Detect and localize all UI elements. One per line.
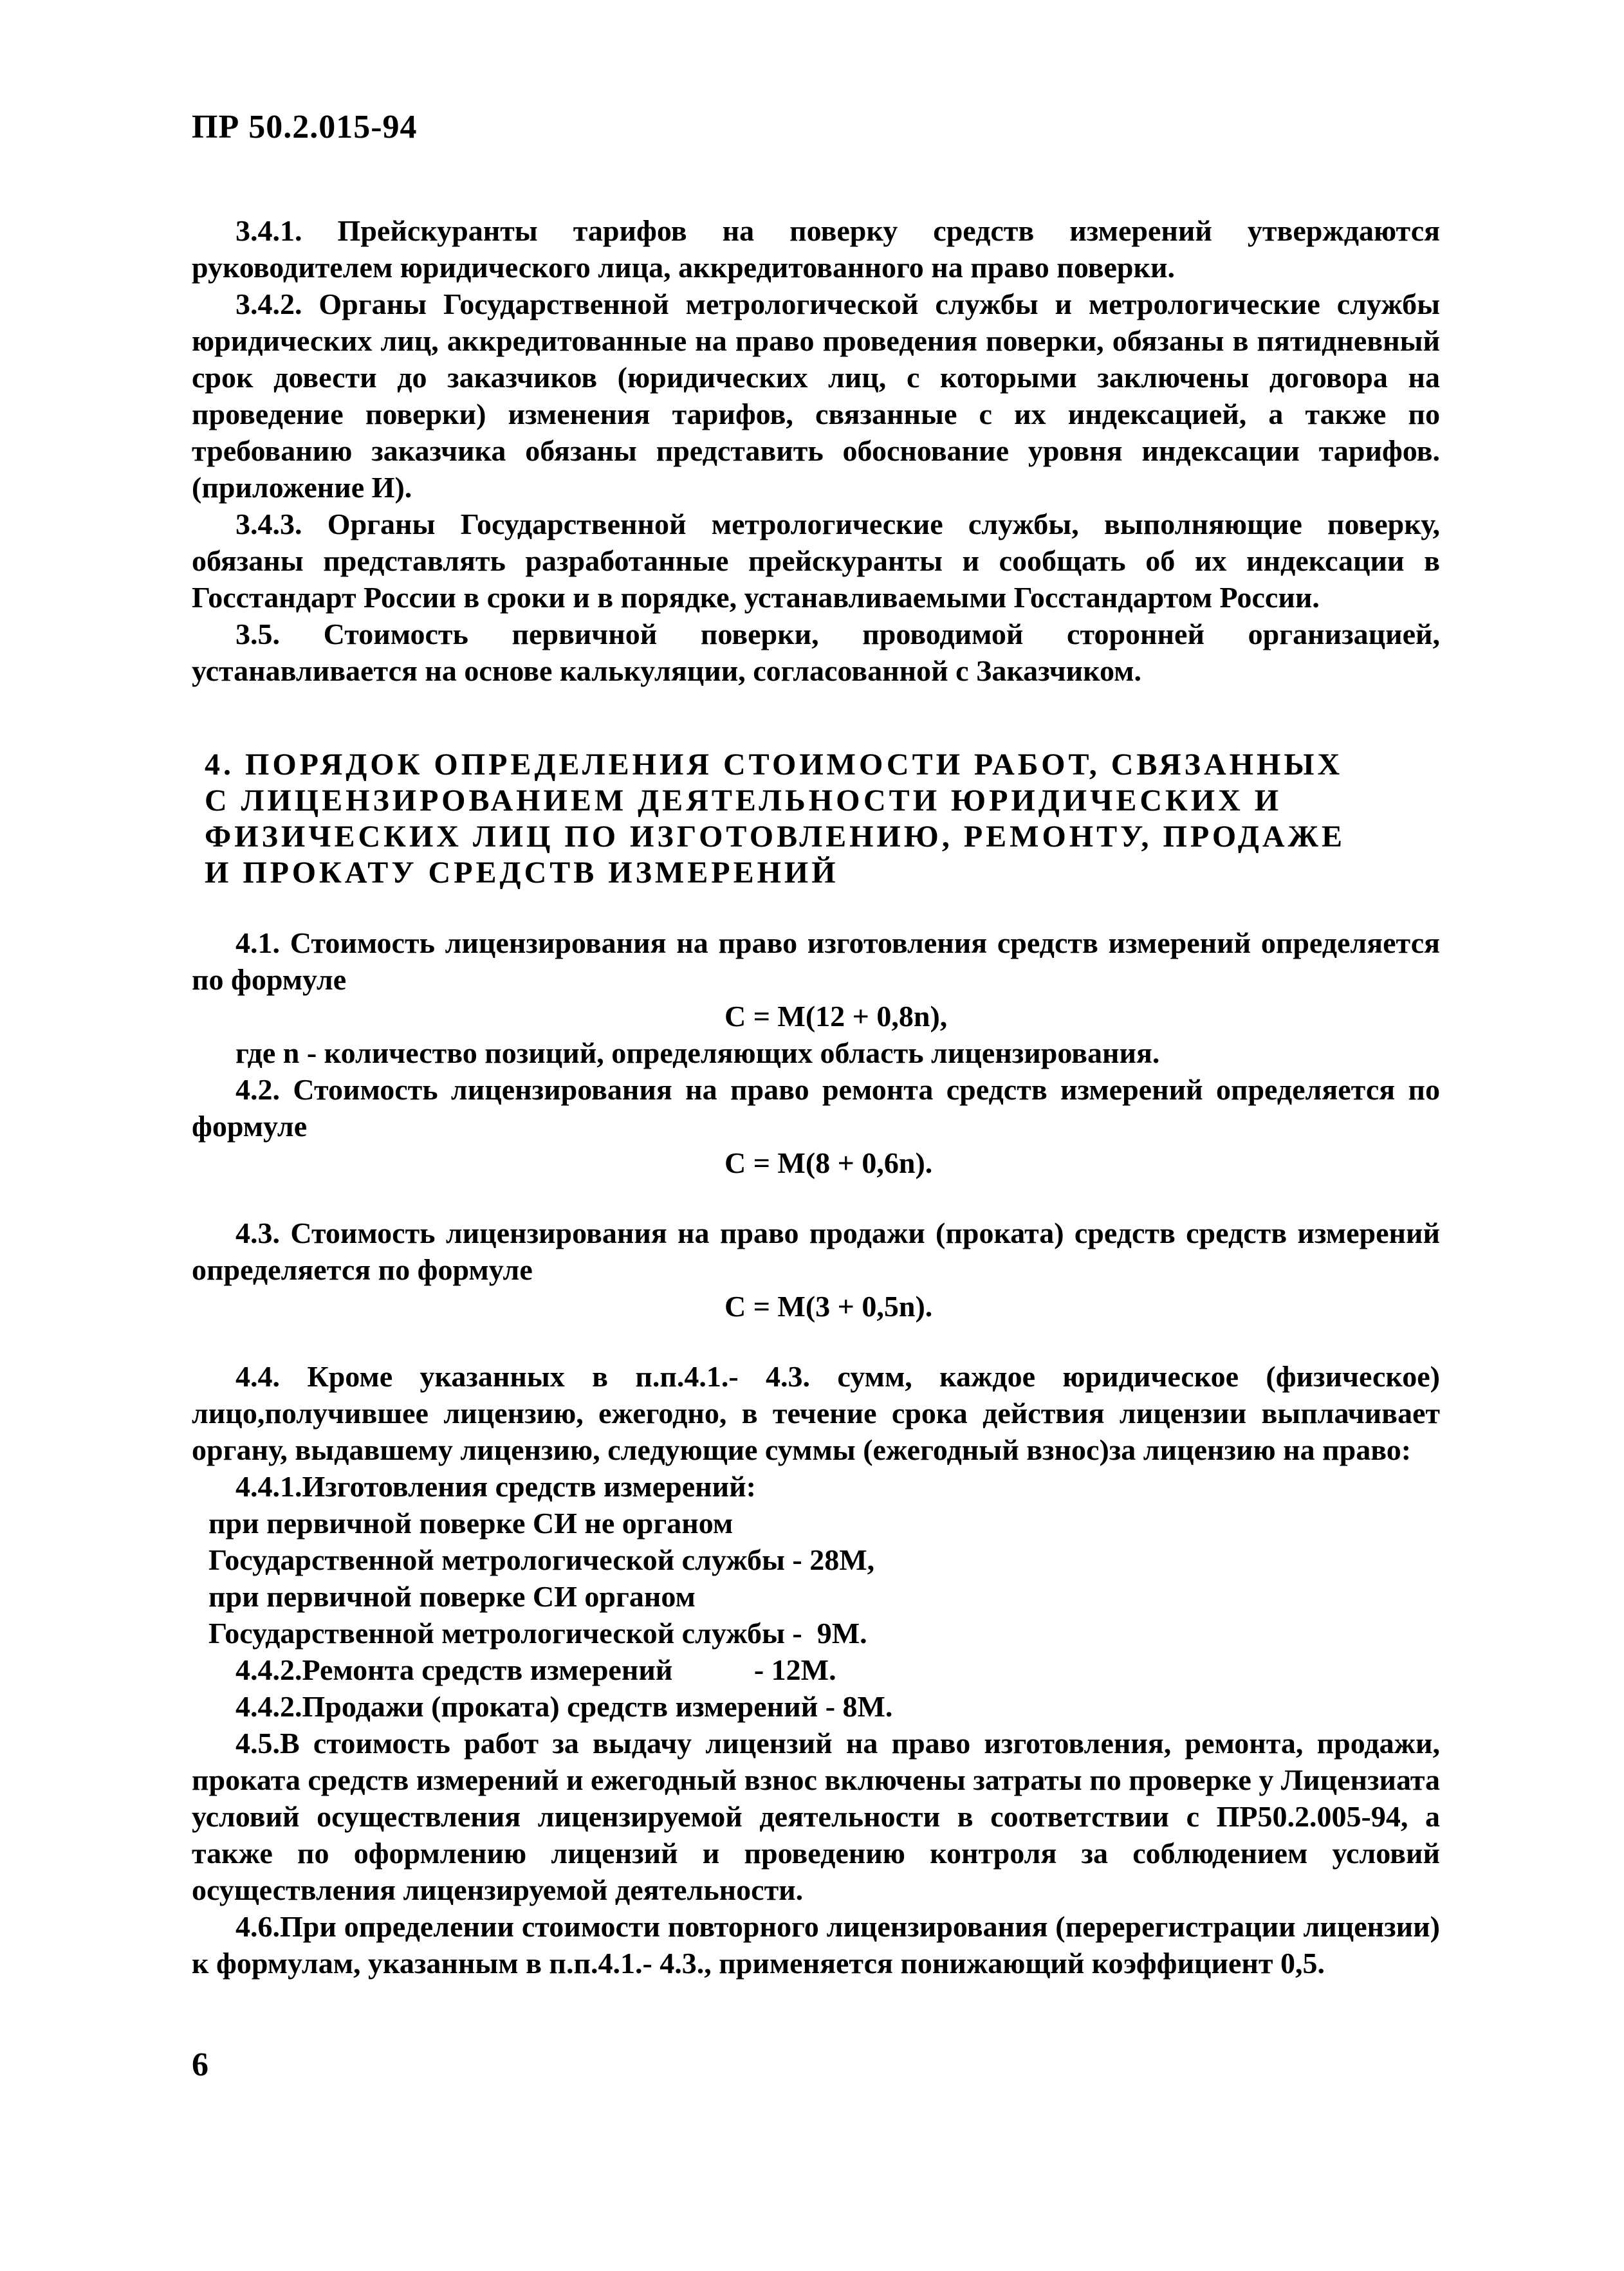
section-heading-line: ФИЗИЧЕСКИХ ЛИЦ ПО ИЗГОТОВЛЕНИЮ, РЕМОНТУ, ПРОДАЖЕ bbox=[205, 820, 1346, 854]
paragraph-3-4-3: 3.4.3. Органы Государственной метрологические службы, выполняющие поверку, обязаны представлять разработанные прейскуранты и сообщать об их индексации в Госстандарт России в сроки и в порядке, устанавливаемыми Госстандартом России. bbox=[192, 508, 1440, 614]
list-item: Государственной метрологической службы - 9М. bbox=[208, 1617, 867, 1650]
paragraph-4-6: 4.6.При определении стоимости повторного лицензирования (перерегистрации лицензии) к формулам, указанным в п.п.4.1.- 4.3., применяется понижающий коэффициент 0,5. bbox=[192, 1910, 1440, 1980]
list-item: при первичной поверке СИ не органом bbox=[208, 1507, 734, 1540]
spacer bbox=[192, 1181, 1440, 1215]
paragraph-4-1: 4.1. Стоимость лицензирования на право изготовления средств измерений определяется по формуле bbox=[192, 926, 1440, 996]
list-item: при первичной поверке СИ органом bbox=[208, 1580, 696, 1613]
formula-4-3: C = M(3 + 0,5n). bbox=[724, 1290, 933, 1323]
paragraph-4-3: 4.3. Стоимость лицензирования на право продажи (проката) средств средств измерений определяется по формуле bbox=[192, 1217, 1440, 1286]
paragraph-4-2: 4.2. Стоимость лицензирования на право ремонта средств измерений определяется по формуле bbox=[192, 1073, 1440, 1143]
document-body bbox=[192, 212, 1440, 1981]
document-code: ПР 50.2.015-94 bbox=[192, 109, 418, 145]
paragraph-3-4-2: 3.4.2. Органы Государственной метрологической службы и метрологические службы юридических лиц, аккредитованные на право проведения поверки, обязаны в пятидневный срок довести до заказчиков (юридических лиц, с которыми заключены договора на проведение поверки) изменения тарифов, связанные с их индексацией, а также по требованию заказчика обязаны представить обоснование уровня индексации тарифов. (приложение И). bbox=[192, 288, 1440, 504]
paragraph-4-4: 4.4. Кроме указанных в п.п.4.1.- 4.3. сумм, каждое юридическое (физическое) лицо,получившее лицензию, ежегодно, в течение срока действия лицензии выплачивает органу, выдавшему лицензию, следующие суммы (ежегодный взнос)за лицензию на право: bbox=[192, 1360, 1440, 1466]
section-heading-line: С ЛИЦЕНЗИРОВАНИЕМ ДЕЯТЕЛЬНОСТИ ЮРИДИЧЕСКИХ И bbox=[205, 784, 1282, 818]
paragraph-4-4-2-repair: 4.4.2.Ремонта средств измерений - 12М. bbox=[235, 1653, 836, 1686]
paragraph-4-4-2-sale: 4.4.2.Продажи (проката) средств измерений - 8М. bbox=[235, 1690, 893, 1723]
section-heading-line: 4. ПОРЯДОК ОПРЕДЕЛЕНИЯ СТОИМОСТИ РАБОТ, СВЯЗАННЫХ bbox=[205, 748, 1343, 782]
paragraph-4-5: 4.5.В стоимость работ за выдачу лицензий на право изготовления, ремонта, продажи, проката средств измерений и ежегодный взнос включены затраты по проверке у Лицензиата условий осуществления лицензируемой деятельности в соответствии с ПР50.2.005-94, а также по оформлению лицензий и проведению контроля за соблюдением условий осуществления лицензируемой деятельности. bbox=[192, 1727, 1440, 1906]
formula-4-2: C = M(8 + 0,6n). bbox=[724, 1146, 933, 1179]
paragraph-3-5: 3.5. Стоимость первичной поверки, проводимой сторонней организацией, устанавливается на основе калькуляции, согласованной с Заказчиком. bbox=[192, 618, 1440, 687]
section-4-heading bbox=[192, 747, 1440, 891]
formula-4-1: C = M(12 + 0,8n), bbox=[724, 1000, 948, 1033]
spacer bbox=[192, 891, 1440, 924]
paragraph-3-4-1: 3.4.1. Прейскуранты тарифов на поверку средств измерений утверждаются руководителем юридического лица, аккредитованного на право поверки. bbox=[192, 214, 1440, 284]
section-heading-line: И ПРОКАТУ СРЕДСТВ ИЗМЕРЕНИЙ bbox=[205, 856, 839, 890]
spacer bbox=[192, 1325, 1440, 1358]
paragraph-4-1-where: где n - количество позиций, определяющих область лицензирования. bbox=[235, 1036, 1160, 1069]
spacer bbox=[192, 689, 1440, 747]
list-item: Государственной метрологической службы - 28М, bbox=[208, 1543, 875, 1576]
page-number: 6 bbox=[192, 2046, 208, 2083]
paragraph-4-4-1-title: 4.4.1.Изготовления средств измерений: bbox=[235, 1470, 756, 1503]
